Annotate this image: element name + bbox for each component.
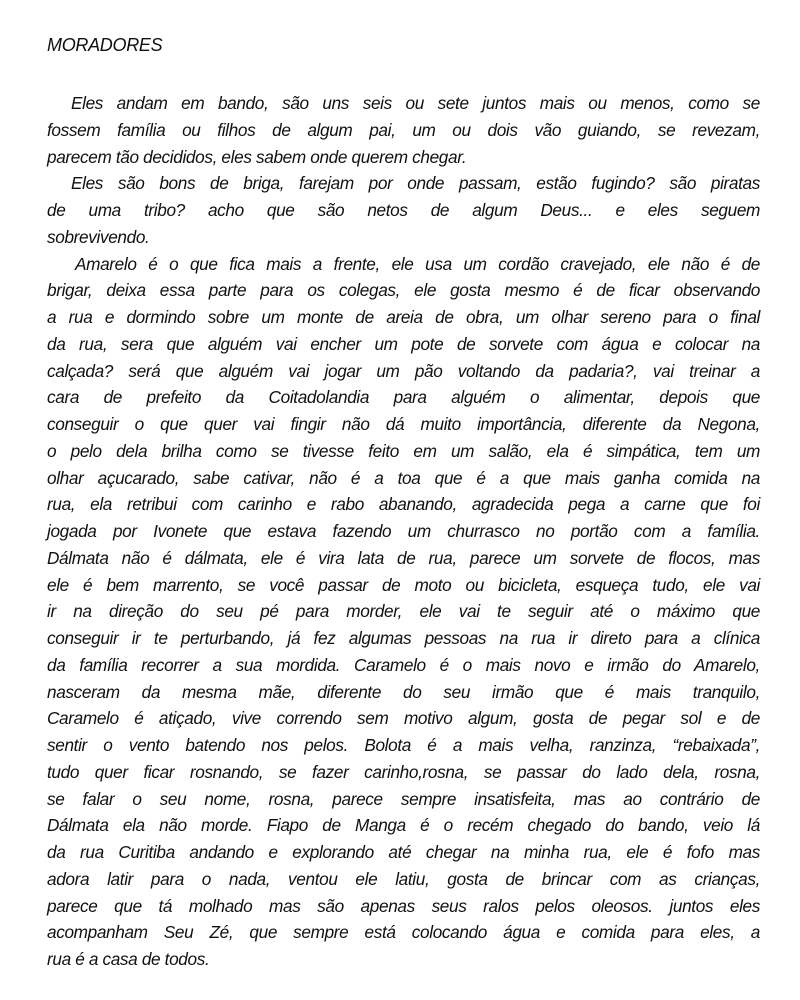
paragraph-line: ele é bem marrento, se você passar de moto ou bicicleta, esqueça tudo, ele vai xyxy=(47,574,760,595)
paragraph-line: ir na direção do seu pé para morder, ele vai te seguir até o máximo que xyxy=(47,601,760,622)
paragraph-line: da rua Curitiba andando e explorando até chegar na minha rua, ele é fofo mas xyxy=(47,842,760,862)
paragraph-line: jogada por Ivonete que estava fazendo um churrasco no portão com a família. xyxy=(47,521,760,541)
paragraph-line: acompanham Seu Zé, que sempre está colocando água e comida para eles, a xyxy=(47,922,760,943)
paragraph-line: brigar, deixa essa parte para os colegas, ele gosta mesmo é de ficar observando xyxy=(47,280,760,301)
paragraph-line: conseguir ir te perturbando, já fez algumas pessoas na rua ir direto para a clínica xyxy=(47,628,760,648)
paragraph-line: olhar açucarado, sabe cativar, não é a toa que é a que mais ganha comida na xyxy=(47,467,760,488)
paragraph-line: nasceram da mesma mãe, diferente do seu irmão que é mais tranquilo, xyxy=(47,681,760,702)
paragraph-line: a rua e dormindo sobre um monte de areia de obra, um olhar sereno para o final xyxy=(47,307,760,327)
paragraph-line: Eles são bons de briga, farejam por onde passam, estão fugindo? são piratas xyxy=(71,173,760,194)
paragraph-line: sobrevivendo. xyxy=(47,226,150,247)
paragraph-line: Amarelo é o que fica mais a frente, ele usa um cordão cravejado, ele não é de xyxy=(75,253,760,274)
paragraph-line: parecem tão decididos, eles sabem onde querem chegar. xyxy=(47,146,467,167)
paragraph-line: parece que tá molhado mas são apenas seus ralos pelos oleosos. juntos eles xyxy=(47,895,760,916)
paragraph-line: cara de prefeito da Coitadolandia para alguém o alimentar, depois que xyxy=(47,387,760,408)
paragraph-line: rua, ela retribui com carinho e rabo abanando, agradecida pega a carne que foi xyxy=(47,494,760,515)
document-title: MORADORES xyxy=(47,35,163,55)
paragraph-line: rua é a casa de todos. xyxy=(47,949,210,969)
paragraph-line: sentir o vento batendo nos pelos. Bolota é a mais velha, ranzinza, “rebaixada”, xyxy=(47,735,760,755)
paragraph-line: tudo quer ficar rosnando, se fazer carinho,rosna, se passar do lado dela, rosna, xyxy=(47,761,760,782)
paragraph-line: Caramelo é atiçado, vive correndo sem motivo algum, gosta de pegar sol e de xyxy=(47,708,760,729)
paragraph-line: conseguir o que quer vai fingir não dá muito importância, diferente da Negona, xyxy=(47,414,760,434)
document-page xyxy=(47,32,760,973)
paragraph-line: Dálmata ela não morde. Fiapo de Manga é o recém chegado do bando, veio lá xyxy=(47,815,760,836)
paragraph-line: fossem família ou filhos de algum pai, um ou dois vão guiando, se revezam, xyxy=(47,119,760,140)
paragraph-line: se falar o seu nome, rosna, parece sempre insatisfeita, mas ao contrário de xyxy=(47,788,760,809)
paragraph xyxy=(47,170,760,250)
document-body xyxy=(47,90,760,973)
paragraph-line: da rua, sera que alguém vai encher um pote de sorvete com água e colocar na xyxy=(47,333,760,354)
paragraph-line: Eles andam em bando, são uns seis ou sete juntos mais ou menos, como se xyxy=(71,93,760,113)
paragraph-line: o pelo dela brilha como se tivesse feito em um salão, ela é simpática, tem um xyxy=(47,440,760,461)
paragraph-line: adora latir para o nada, ventou ele latiu, gosta de brincar com as crianças, xyxy=(47,868,760,889)
paragraph-line: de uma tribo? acho que são netos de algum Deus... e eles seguem xyxy=(47,200,760,220)
paragraph xyxy=(47,90,760,170)
paragraph-line: da família recorrer a sua mordida. Caramelo é o mais novo e irmão do Amarelo, xyxy=(47,654,760,675)
paragraph-line: calçada? será que alguém vai jogar um pão voltando da padaria?, vai treinar a xyxy=(47,360,760,381)
paragraph xyxy=(47,251,760,973)
paragraph-line: Dálmata não é dálmata, ele é vira lata de rua, parece um sorvete de flocos, mas xyxy=(47,547,760,568)
